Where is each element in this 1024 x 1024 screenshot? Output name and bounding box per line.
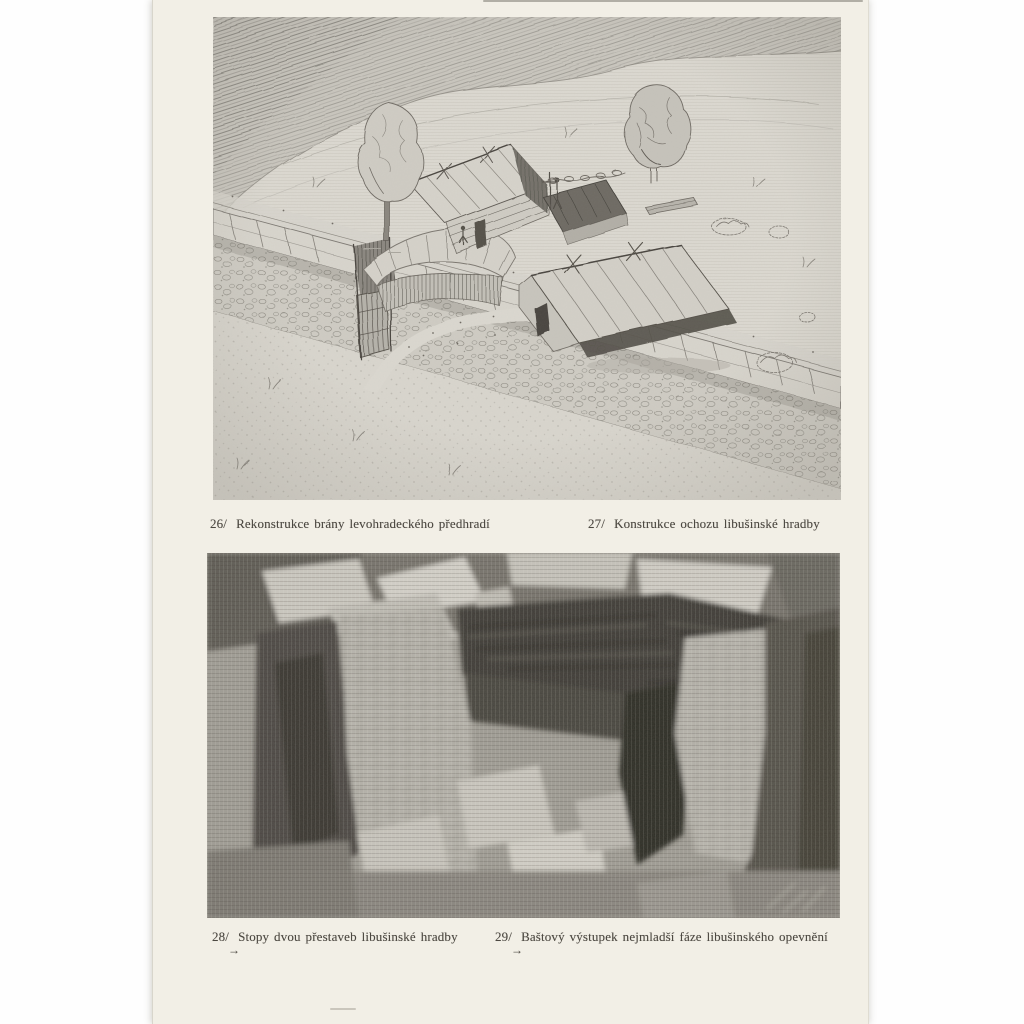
caption-26-number: 26/ <box>210 516 228 531</box>
caption-28-text: Stopy dvou přestaveb libušinské hradby <box>238 929 458 944</box>
caption-27-number: 27/ <box>588 516 606 531</box>
caption-29 <box>495 930 828 944</box>
arrow-right-icon: → <box>511 943 523 957</box>
caption-29-number: 29/ <box>495 929 513 944</box>
book-page <box>153 0 868 1024</box>
figure-drawing-26-27 <box>213 17 841 500</box>
page-edge-shadow <box>483 0 863 2</box>
arrow-right-icon: → <box>228 943 240 957</box>
caption-26-text: Rekonstrukce brány levohradeckého předhradí <box>236 516 490 531</box>
figure-photo-28-29 <box>207 553 840 918</box>
caption-27-text: Konstrukce ochozu libušinské hradby <box>614 516 820 531</box>
caption-28 <box>212 930 458 944</box>
caption-27 <box>588 517 820 531</box>
caption-26 <box>210 517 490 531</box>
paper-smudge <box>330 1008 356 1010</box>
caption-29-text: Baštový výstupek nejmladší fáze libušinského opevnění <box>521 929 828 944</box>
caption-28-number: 28/ <box>212 929 230 944</box>
gate-reconstruction-drawing <box>213 17 841 500</box>
excavation-photo <box>207 553 840 918</box>
